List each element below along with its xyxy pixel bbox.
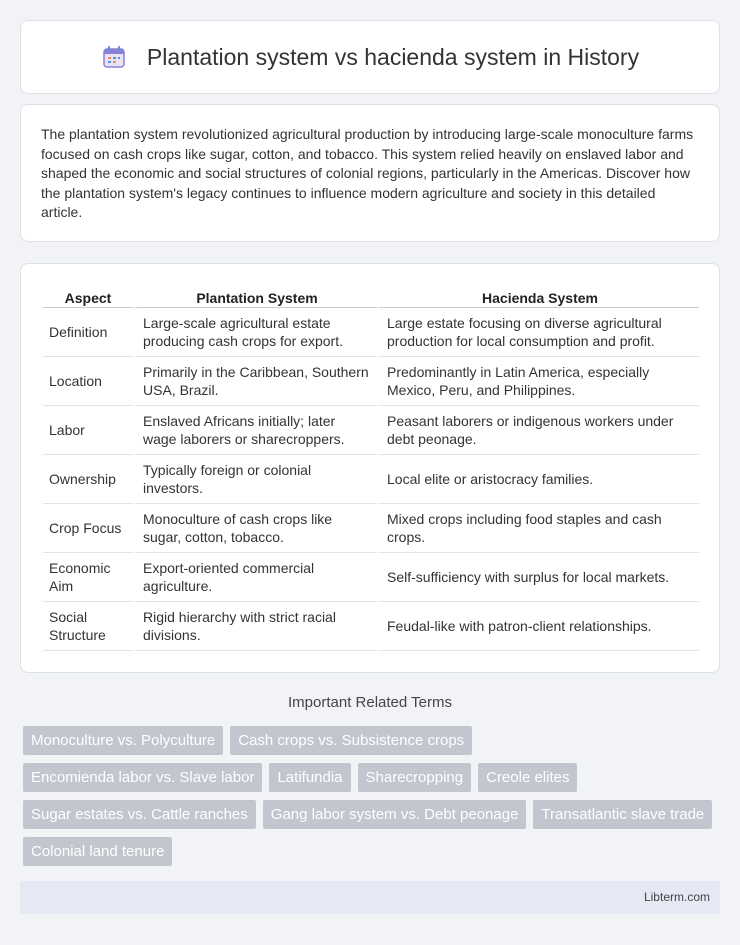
row-plantation: Enslaved Africans initially; later wage laborers or sharecroppers.: [133, 406, 377, 455]
related-term-tag[interactable]: Latifundia: [269, 763, 350, 792]
related-term-tag[interactable]: Encomienda labor vs. Slave labor: [23, 763, 262, 792]
comparison-table: [43, 284, 699, 651]
related-term-tag[interactable]: Sharecropping: [358, 763, 472, 792]
row-plantation: Typically foreign or colonial investors.: [133, 455, 377, 504]
header-hacienda: Hacienda System: [377, 284, 699, 308]
row-plantation: Export-oriented commercial agriculture.: [133, 553, 377, 602]
comparison-card: [20, 263, 720, 673]
calendar-icon: [101, 44, 127, 70]
row-plantation: Primarily in the Caribbean, Southern USA, Brazil.: [133, 357, 377, 406]
row-plantation: Large-scale agricultural estate producing cash crops for export.: [133, 308, 377, 357]
table-row: [43, 406, 699, 455]
related-term-tag[interactable]: Cash crops vs. Subsistence crops: [230, 726, 472, 755]
page-title: Plantation system vs hacienda system in History: [146, 43, 640, 70]
related-terms-heading: Important Related Terms: [288, 694, 452, 711]
row-aspect: Definition: [43, 308, 133, 357]
footer-site-link[interactable]: Libterm.com: [643, 890, 710, 904]
row-hacienda: Self-sufficiency with surplus for local markets.: [377, 553, 699, 602]
row-aspect: Social Structure: [43, 602, 133, 651]
row-hacienda: Large estate focusing on diverse agricultural production for local consumption and profit.: [377, 308, 699, 357]
header-aspect: Aspect: [43, 284, 133, 308]
row-hacienda: Mixed crops including food staples and cash crops.: [377, 504, 699, 553]
related-term-tag[interactable]: Gang labor system vs. Debt peonage: [263, 800, 527, 829]
related-term-tag[interactable]: Monoculture vs. Polyculture: [23, 726, 223, 755]
row-plantation: Rigid hierarchy with strict racial divisions.: [133, 602, 377, 651]
row-hacienda: Local elite or aristocracy families.: [377, 455, 699, 504]
table-row: [43, 602, 699, 651]
row-hacienda: Peasant laborers or indigenous workers under debt peonage.: [377, 406, 699, 455]
row-plantation: Monoculture of cash crops like sugar, cotton, tobacco.: [133, 504, 377, 553]
related-term-tag[interactable]: Colonial land tenure: [23, 837, 172, 866]
row-hacienda: Predominantly in Latin America, especially Mexico, Peru, and Philippines.: [377, 357, 699, 406]
table-row: [43, 455, 699, 504]
table-row: [43, 553, 699, 602]
related-term-tag[interactable]: Creole elites: [478, 763, 577, 792]
table-row: [43, 357, 699, 406]
row-aspect: Labor: [43, 406, 133, 455]
footer: [20, 881, 720, 914]
row-aspect: Location: [43, 357, 133, 406]
intro-text: The plantation system revolutionized agricultural production by introducing large-scale monoculture farms focused on cash crops like sugar, cotton, and tobacco. This system relied heavily on enslaved labor and shaped the economic and social structures of colonial regions, particularly in the Americas. Discover how the plantation system's legacy continues to influence modern agriculture and society in this detailed article.: [41, 126, 694, 221]
table-row: [43, 504, 699, 553]
related-term-tag[interactable]: Transatlantic slave trade: [533, 800, 712, 829]
related-terms-list: [23, 726, 713, 866]
table-row: [43, 308, 699, 357]
table-header-row: [43, 284, 699, 308]
header-plantation: Plantation System: [133, 284, 377, 308]
row-hacienda: Feudal-like with patron-client relationships.: [377, 602, 699, 651]
related-term-tag[interactable]: Sugar estates vs. Cattle ranches: [23, 800, 256, 829]
title-card: [20, 20, 720, 94]
intro-card: [20, 104, 720, 242]
row-aspect: Ownership: [43, 455, 133, 504]
row-aspect: Crop Focus: [43, 504, 133, 553]
row-aspect: Economic Aim: [43, 553, 133, 602]
